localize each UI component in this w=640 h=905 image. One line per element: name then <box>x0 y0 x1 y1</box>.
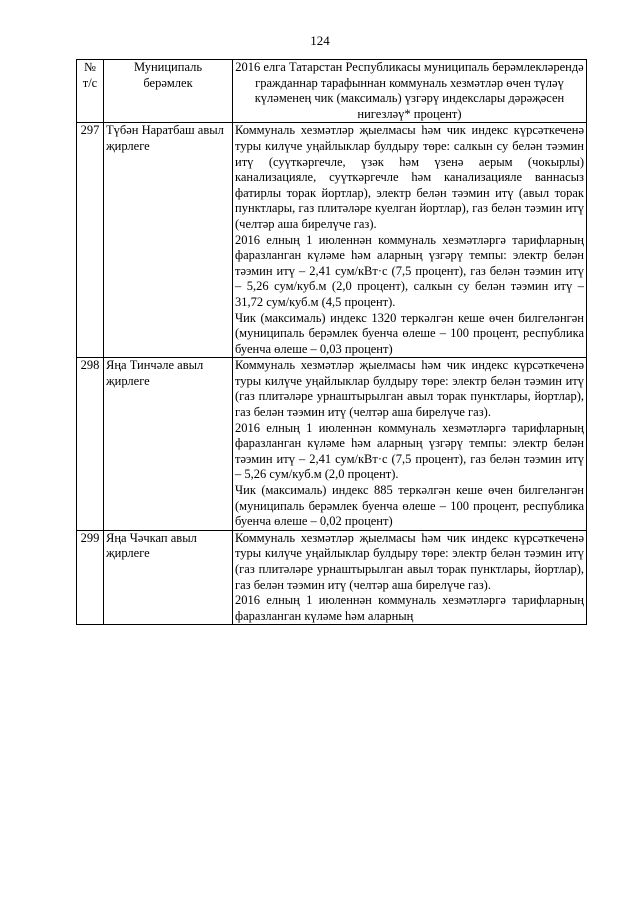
description-paragraph: 2016 елның 1 июленнән коммуналь хезмәтләргә тарифларның фаразланган күләме һәм аларның үзгәрү темпы: электр белән тәэмин итү – 2,41 сум/кВт·с (7,5 процент), газ белән тәэмин итү – 5,26 сум/куб.м (2,0 процент), салкын су белән тәэмин итү – 31,72 сум/куб.м (4,5 процент). <box>235 232 584 309</box>
description-paragraph: Чик (максималь) индекс 885 теркәлгән кеше өчен билгеләнгән (муниципаль берәмлек буенча өлеше – 100 процент, республика буенча өлеше – 0,02 процент) <box>235 483 584 529</box>
table-row <box>77 358 587 531</box>
description-paragraph: Коммуналь хезмәтләр җыелмасы һәм чик индекс күрсәткеченә туры килүче уңайлыклар булдыру төре: салкын су белән тәэмин итү (суүткәргечле, үзәк һәм үзенә аерым (чокырлы) канализацияле, суүткәргечле һәм канализацияле ваннасыз фатирлы торак йортлар), электр белән тәэмин итү (авыл торак пунктлары, газ плитәләре куелган йортлар), газ белән тәэмин итү (челтәр аша бирелүче газ). <box>235 123 584 231</box>
description-paragraph: 2016 елның 1 июленнән коммуналь хезмәтләргә тарифларның фаразланган күләме һәм аларның <box>235 593 584 623</box>
row-num: 299 <box>77 530 104 625</box>
table-row <box>77 123 587 358</box>
header-num: № т/с <box>77 60 104 123</box>
description-paragraph: Коммуналь хезмәтләр җыелмасы һәм чик индекс күрсәткеченә туры килүче уңайлыклар булдыру төре: электр белән тәэмин итү (газ плитәләре урнаштырылган авыл торак пунктлары, йортлар), газ белән тәэмин итү (челтәр аша бирелүче газ). <box>235 358 584 420</box>
row-municipality: Яңа Чәчкап авыл җирлеге <box>104 530 233 625</box>
description-paragraph: Коммуналь хезмәтләр җыелмасы һәм чик индекс күрсәткеченә туры килүче уңайлыклар булдыру төре: электр белән тәэмин итү (газ плитәләре урнаштырылган авыл торак пунктлары, йортлар), газ белән тәэмин итү (челтәр аша бирелүче газ). <box>235 530 584 592</box>
row-description <box>233 358 587 531</box>
header-description: 2016 елга Татарстан Республикасы муниципаль берәмлекләрендә гражданнар тарафыннан коммуналь хезмәтләр өчен түләү күләменең чик (максималь) үзгәрү индекслары дәрәҗәсен нигезләү* процент) <box>233 60 587 123</box>
row-num: 298 <box>77 358 104 531</box>
tariff-index-table <box>76 59 587 625</box>
description-paragraph: Чик (максималь) индекс 1320 теркәлгән кеше өчен билгеләнгән (муниципаль берәмлек буенча өлеше – 100 процент, республика буенча өлеше – 0,03 процент) <box>235 310 584 356</box>
row-municipality: Яңа Тинчәле авыл җирлеге <box>104 358 233 531</box>
row-description <box>233 530 587 625</box>
table-row <box>77 530 587 625</box>
row-num: 297 <box>77 123 104 358</box>
row-municipality: Түбән Наратбаш авыл җирлеге <box>104 123 233 358</box>
header-municipality: Муниципаль берәмлек <box>104 60 233 123</box>
row-description <box>233 123 587 358</box>
description-paragraph: 2016 елның 1 июленнән коммуналь хезмәтләргә тарифларның фаразланган күләме һәм аларның үзгәрү темпы: электр белән тәэмин итү – 2,41 сум/кВт·с (7,5 процент), газ белән тәэмин итү – 5,26 сум/куб.м (2,0 процент). <box>235 420 584 482</box>
page-number: 124 <box>310 33 330 48</box>
table-header-row <box>77 60 587 123</box>
